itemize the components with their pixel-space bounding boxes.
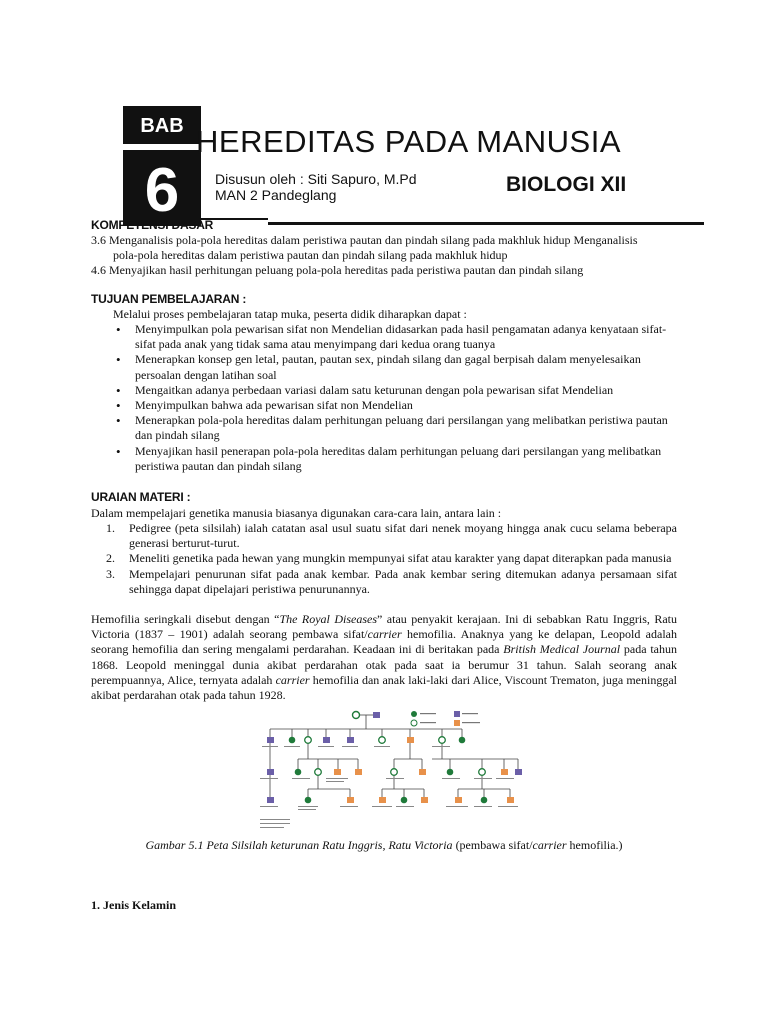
bab-label: BAB — [123, 106, 201, 144]
para-text: hemofilia dan anak laki-laki dari Alice, Viscount Trematon, juga meninggal akibat perdarahan otak pada tahun 1928. — [91, 672, 677, 703]
kompetensi-item: 4.6 Menyajikan hasil perhitungan peluang pola-pola hereditas pada peristiwa pautan dan pindah silang — [91, 263, 584, 278]
list-item — [91, 567, 677, 597]
list-number: 3. — [106, 566, 115, 581]
list-item: • Menyimpulkan pola pewarisan sifat non Mendelian didasarkan pada hasil pengamatan adanya kenyataan sifat-sifat pada anak yang tidak sama atau menyimpang dari kedua orang tuanya — [113, 322, 669, 352]
section-heading: 1. Jenis Kelamin — [91, 898, 177, 912]
kompetensi-item-cont: pola-pola hereditas dalam peristiwa pautan dan pindah silang pada makhluk hidup — [113, 248, 508, 263]
caption-italic: Gambar 5.1 Peta Silsilah keturunan Ratu Inggris, Ratu Victoria — [145, 838, 453, 852]
tujuan-list — [113, 322, 669, 474]
list-item: • Menyimpulkan bahwa ada pewarisan sifat non Mendelian — [113, 398, 669, 413]
para-italic: carrier — [367, 627, 402, 642]
author-school: MAN 2 Pandeglang — [215, 187, 337, 203]
kompetensi-heading: KOMPETENSI DASAR — [91, 218, 214, 232]
list-number: 2. — [106, 551, 115, 566]
figure-caption — [0, 838, 768, 853]
list-item — [91, 551, 677, 566]
kompetensi-list — [91, 233, 691, 279]
list-item: • Menyajikan hasil penerapan pola-pola hereditas dalam perhitungan peluang dari persilangan yang melibatkan peristiwa pautan dan pindah silang — [113, 444, 669, 474]
list-item: • Menerapkan konsep gen letal, pautan, pautan sex, pindah silang dan gagal berpisah dalam menyelesaikan persoalan dengan latihan soal — [113, 352, 669, 382]
caption-italic: carrier — [532, 838, 567, 852]
hemofilia-paragraph — [91, 612, 677, 703]
author-name: Disusun oleh : Siti Sapuro, M.Pd — [215, 171, 417, 187]
para-text: pada tahun 1868. Leopold meninggal dunia akibat perdarahan otak pada saat ia berumur 31 tahun. Salah seorang anak perempuannya, Alice, ternyata adalah — [91, 642, 677, 687]
caption-text: hemofilia.) — [566, 838, 623, 852]
list-item: • Mengaitkan adanya perbedaan variasi dalam satu keturunan dengan pola pewarisan sifat Mendelian — [113, 383, 669, 398]
para-italic: The Royal Diseases — [279, 612, 377, 626]
para-text: Hemofilia seringkali disebut dengan “ — [91, 612, 280, 626]
subject-label: BIOLOGI XII — [506, 173, 627, 196]
uraian-intro: Dalam mempelajari genetika manusia biasanya digunakan cara-cara lain, antara lain : — [91, 506, 502, 520]
uraian-list — [91, 521, 677, 597]
para-italic: British Medical Journal — [503, 642, 621, 657]
para-italic: carrier — [275, 672, 310, 687]
list-item: • Menerapkan pola-pola hereditas dalam perhitungan peluang dari persilangan yang melibatkan peristiwa pautan dan pindah silang — [113, 413, 669, 443]
list-text: Pedigree (peta silsilah) ialah catatan asal usul suatu sifat dari nenek moyang hingga anak cucu selama beberapa generasi berturut-turut. — [129, 521, 677, 551]
author-block — [215, 171, 417, 203]
kompetensi-item: 3.6 Menganalisis pola-pola hereditas dalam peristiwa pautan dan pindah silang pada makhluk hidup Menganalisis — [91, 233, 638, 247]
header-rule — [268, 222, 704, 225]
uraian-heading: URAIAN MATERI : — [91, 490, 191, 504]
para-text: ” atau penyakit kerajaan. Ini di sebabkan Ratu Inggris, Ratu Victoria (1837 – 1901) adalah seorang pembawa sifat/ — [91, 612, 677, 642]
pedigree-chart-image — [246, 707, 526, 835]
para-text: hemofilia. Anaknya yang ke delapan, Leopold adalah seorang hemofilia dan sering mengalami perdarahan. Keadaan ini di beritakan pada — [91, 627, 677, 657]
tujuan-heading: TUJUAN PEMBELAJARAN : — [91, 292, 247, 306]
list-number: 1. — [106, 521, 115, 535]
list-text: Meneliti genetika pada hewan yang mungkin mempunyai sifat atau karakter yang dapat diterapkan pada manusia — [129, 551, 672, 566]
list-text: Mempelajari penurunan sifat pada anak kembar. Pada anak kembar sering ditemukan adanya persamaan sifat sehingga dapat dipelajari peristiwa penurunannya. — [129, 566, 677, 596]
tujuan-intro: Melalui proses pembelajaran tatap muka, peserta didik diharapkan dapat : — [113, 307, 467, 321]
list-item — [91, 521, 677, 551]
chapter-title: HEREDITAS PADA MANUSIA — [196, 124, 621, 159]
chapter-number: 6 — [123, 150, 201, 226]
caption-text: (pembawa sifat/ — [452, 838, 533, 852]
